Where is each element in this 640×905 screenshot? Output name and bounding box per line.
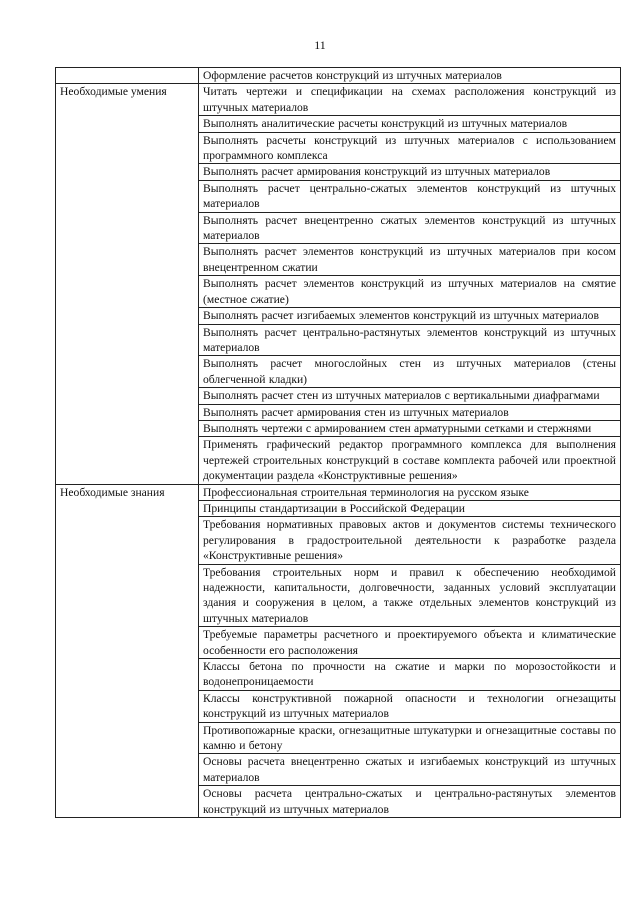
requirement-item: Основы расчета внецентренно сжатых и изгибаемых конструкций из штучных материалов xyxy=(199,754,621,786)
requirement-item: Классы конструктивной пожарной опасности и технологии огнезащиты конструкций из штучных материалов xyxy=(199,690,621,722)
requirement-item: Выполнять чертежи с армированием стен арматурными сетками и стержнями xyxy=(199,420,621,436)
requirement-item: Применять графический редактор программного комплекса для выполнения чертежей строительных конструкций в составе комплекта рабочей или проектной документации раздела «Конструктивные решения» xyxy=(199,437,621,484)
requirement-item: Требования нормативных правовых актов и документов системы технического регулирования в градостроительной деятельности к разработке раздела «Конструктивные решения» xyxy=(199,517,621,564)
requirement-item: Оформление расчетов конструкций из штучных материалов xyxy=(199,68,621,84)
section-label: Необходимые умения xyxy=(56,84,199,484)
page-number: 11 xyxy=(314,38,326,52)
table-row xyxy=(56,84,621,116)
requirements-table-body xyxy=(56,68,621,818)
requirement-item: Выполнять расчет стен из штучных материалов с вертикальными диафрагмами xyxy=(199,388,621,404)
requirement-item: Основы расчета центрально-сжатых и центрально-растянутых элементов конструкций из штучных материалов xyxy=(199,786,621,818)
requirement-item: Выполнять расчет внецентренно сжатых элементов конструкций из штучных материалов xyxy=(199,212,621,244)
requirement-item: Выполнять аналитические расчеты конструкций из штучных материалов xyxy=(199,116,621,132)
requirement-item: Требования строительных норм и правил к обеспечению необходимой надежности, капитальности, долговечности, заданных условий эксплуатации здания и сооружения в целом, а также отдельных элементов конструкций из штучных материалов xyxy=(199,564,621,627)
table-row xyxy=(56,68,621,84)
requirement-item: Выполнять расчет многослойных стен из штучных материалов (стены облегченной кладки) xyxy=(199,356,621,388)
requirements-table xyxy=(55,67,621,818)
requirement-item: Принципы стандартизации в Российской Федерации xyxy=(199,500,621,516)
requirement-item: Классы бетона по прочности на сжатие и марки по морозостойкости и водонепроницаемости xyxy=(199,659,621,691)
requirement-item: Выполнять расчет изгибаемых элементов конструкций из штучных материалов xyxy=(199,308,621,324)
section-label xyxy=(56,68,199,84)
requirement-item: Выполнять расчеты конструкций из штучных материалов с использованием программного комплекса xyxy=(199,132,621,164)
table-row xyxy=(56,484,621,500)
requirement-item: Выполнять расчет армирования конструкций из штучных материалов xyxy=(199,164,621,180)
requirement-item: Читать чертежи и спецификации на схемах расположения конструкций из штучных материалов xyxy=(199,84,621,116)
requirement-item: Профессиональная строительная терминология на русском языке xyxy=(199,484,621,500)
requirement-item: Выполнять расчет элементов конструкций из штучных материалов при косом внецентренном сжатии xyxy=(199,244,621,276)
requirement-item: Выполнять расчет элементов конструкций из штучных материалов на смятие (местное сжатие) xyxy=(199,276,621,308)
requirement-item: Выполнять расчет центрально-сжатых элементов конструкций из штучных материалов xyxy=(199,180,621,212)
requirement-item: Выполнять расчет армирования стен из штучных материалов xyxy=(199,404,621,420)
requirement-item: Противопожарные краски, огнезащитные штукатурки и огнезащитные составы по камню и бетону xyxy=(199,722,621,754)
section-label: Необходимые знания xyxy=(56,484,199,818)
requirement-item: Требуемые параметры расчетного и проектируемого объекта и климатические особенности его расположения xyxy=(199,627,621,659)
requirement-item: Выполнять расчет центрально-растянутых элементов конструкций из штучных материалов xyxy=(199,324,621,356)
